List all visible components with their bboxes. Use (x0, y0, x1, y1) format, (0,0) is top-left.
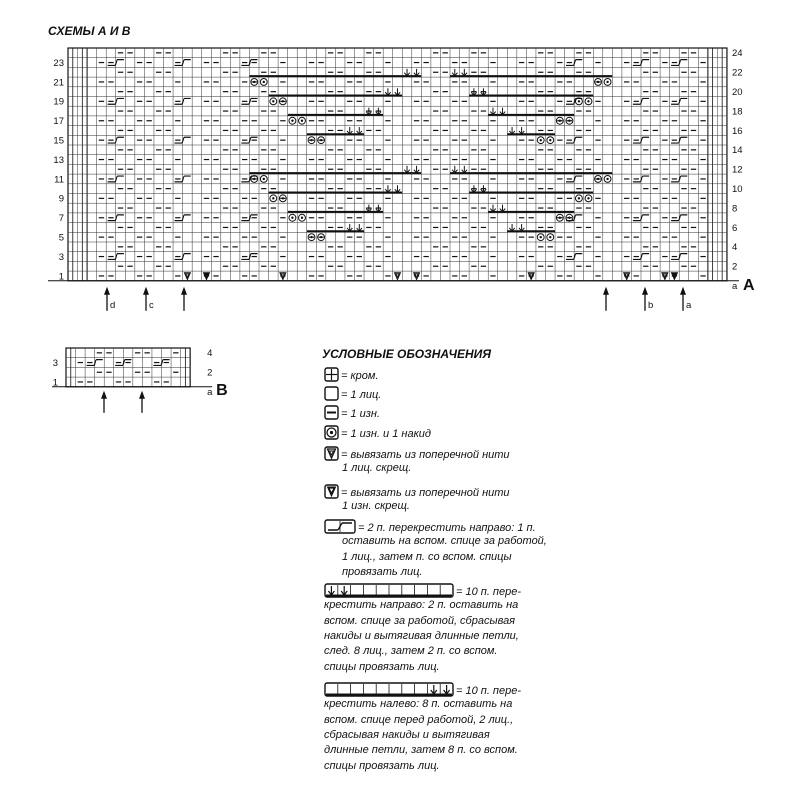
row-number-left: 23 (53, 57, 64, 69)
yarnover-dot (606, 178, 608, 180)
legend-text: вспом. спице перед работой, 2 лиц., (324, 713, 514, 726)
knit-stitch-icon (324, 386, 339, 401)
legend-item-continuation (342, 550, 512, 565)
yarnover-dot (310, 236, 312, 238)
row-number-left: 11 (54, 174, 64, 186)
legend-title: УСЛОВНЫЕ ОБОЗНАЧЕНИЯ (322, 347, 492, 361)
legend-item-continuation (324, 629, 519, 644)
yarnover-dot (587, 100, 589, 102)
purl-stitch-icon (324, 405, 339, 420)
yarnover-dot (597, 178, 599, 180)
row-number-left: 1 (52, 377, 58, 389)
legend-text: = 2 п. перекрестить направо: 1 п. (358, 522, 536, 534)
chart-b (0, 330, 260, 430)
page-title: СХЕМЫ А И В (48, 24, 131, 38)
yarnover-dot (291, 217, 293, 219)
chart-a-arrows (104, 287, 692, 311)
legend-item-continuation (324, 743, 518, 758)
legend-text: накиды и вытягивая длинные петли, (324, 629, 519, 642)
chart-b-grid (66, 348, 190, 387)
arrow-a-label: a (686, 299, 692, 311)
icon-frame (325, 387, 338, 400)
row-number-right: 14 (731, 145, 743, 157)
legend-item (324, 386, 381, 403)
legend-text: сбрасывая накиды и вытягивая (324, 728, 490, 741)
cross-right-10-icon (324, 583, 454, 598)
legend-item-continuation (342, 565, 422, 580)
cross-left-10-icon (324, 682, 454, 697)
yarnover-dot (587, 197, 589, 199)
legend-text: длинные петли, затем 8 п. со вспом. (324, 744, 518, 757)
row-number-right: 8 (731, 203, 738, 215)
legend-text: спицы провязать лиц. (324, 660, 440, 673)
legend-item-continuation (342, 534, 547, 549)
arrow-c-label: c (149, 299, 154, 311)
knit-increase-icon (324, 446, 339, 461)
yarnover-dot (597, 81, 599, 83)
chart-b-arrow-head (101, 391, 107, 399)
legend-text: = 1 лиц. (341, 389, 382, 401)
yarnover-dot (540, 236, 542, 238)
arrow-c-head (143, 287, 149, 295)
chart-b-arrows (101, 391, 145, 413)
yarnover-dot (540, 139, 542, 141)
arrow-b-head (642, 287, 648, 295)
row-number-right: 4 (731, 242, 738, 254)
legend-text: крестить налево: 8 п. оставить на (324, 698, 513, 711)
yarnover-dot (253, 81, 255, 83)
yarnover-dot (578, 197, 580, 199)
row-number-right: 6 (731, 222, 738, 234)
edge-stitch-icon (324, 367, 339, 382)
arrow-start-left-head (181, 287, 187, 295)
arrow-b-label: b (648, 299, 654, 311)
legend-item-continuation (324, 598, 518, 613)
row-number-right: 24 (731, 48, 743, 60)
legend-text: = 10 п. пере- (456, 586, 522, 598)
row-number-right: 16 (731, 125, 743, 137)
row-number-left: 17 (53, 116, 64, 128)
legend-item (324, 405, 380, 422)
row-number-left: 19 (53, 96, 64, 108)
row-number-right: 18 (731, 106, 743, 118)
icon-stroke (330, 431, 333, 434)
row-number-right: 4 (207, 348, 213, 360)
yarnover-dot (253, 178, 255, 180)
legend-item-continuation (324, 759, 440, 774)
chart-b-bottom-letter: a (207, 386, 213, 398)
legend-text: 1 изн. скрещ. (342, 500, 410, 513)
legend-item-continuation (324, 660, 440, 675)
legend-item-continuation (324, 713, 513, 728)
legend-item-continuation (324, 697, 512, 712)
legend-text: = 1 изн. (341, 408, 380, 420)
row-number-right: 22 (731, 67, 743, 79)
arrow-a-head (680, 287, 686, 295)
legend-text: = вывязать из поперечной нити (341, 449, 510, 461)
row-number-right: 12 (731, 164, 743, 176)
legend-text: = вывязать из поперечной нити (341, 487, 510, 499)
yarnover-dot (291, 120, 293, 122)
legend-text: вспом. спице за работой, сбрасывая (324, 614, 516, 627)
yarnover-dot (282, 197, 284, 199)
yarnover-dot (272, 100, 274, 102)
chart-a (0, 0, 810, 330)
yarnover-dot (282, 100, 284, 102)
yarnover-dot (263, 81, 265, 83)
yarnover-dot (606, 81, 608, 83)
arrow-d-head (104, 287, 110, 295)
legend-text: = кром. (341, 370, 379, 382)
chart-a-grid (68, 48, 727, 281)
legend-item-continuation (324, 614, 515, 629)
yarnover-dot (549, 236, 551, 238)
yarnover-dot (301, 120, 303, 122)
yarnover-dot (301, 217, 303, 219)
legend-item-continuation (324, 644, 498, 659)
legend-item-continuation (342, 461, 411, 476)
yarnover-dot (568, 217, 570, 219)
purl-increase-icon (324, 484, 339, 499)
legend-item-continuation (324, 728, 490, 743)
legend-text: = 1 изн. и 1 накид (341, 428, 431, 440)
yarnover-dot (320, 139, 322, 141)
yarnover-dot (549, 139, 551, 141)
purl-and-yarnover-icon (324, 425, 339, 440)
legend-text: крестить направо: 2 п. оставить на (324, 599, 519, 612)
legend-text: = 10 п. пере- (456, 685, 522, 697)
row-number-right: 10 (731, 184, 743, 195)
yarnover-dot (272, 197, 274, 199)
legend-text: спицы провязать лиц. (324, 759, 440, 772)
row-number-left: 7 (58, 213, 64, 225)
chart-b-arrow-head (139, 391, 145, 399)
row-number-right: 2 (731, 261, 738, 273)
row-number-right: 2 (207, 367, 213, 379)
arrow-d-label: d (110, 299, 116, 311)
yarnover-dot (310, 139, 312, 141)
legend-item-continuation (342, 499, 410, 514)
yarnover-dot (263, 178, 265, 180)
legend-item (324, 425, 431, 442)
row-number-left: 21 (53, 77, 64, 89)
legend-text: провязать лиц. (342, 565, 423, 578)
row-number-left: 5 (58, 232, 64, 244)
row-number-left: 13 (53, 154, 64, 166)
row-number-left: 3 (52, 357, 58, 369)
yarnover-dot (578, 100, 580, 102)
row-number-left: 9 (58, 193, 64, 205)
row-number-left: 1 (58, 271, 64, 283)
yarnover-dot (320, 236, 322, 238)
legend-item (324, 367, 379, 384)
legend-text: 1 лиц., затем п. со вспом. спицы (342, 550, 512, 563)
yarnover-dot (568, 120, 570, 122)
yarnover-dot (559, 217, 561, 219)
chart-a-bottom-letter: a (731, 280, 738, 292)
row-number-right: 20 (731, 87, 743, 98)
cross-right-2-icon (324, 519, 356, 534)
legend-text: оставить на вспом. спице за работой, (342, 535, 547, 548)
row-number-left: 15 (53, 135, 64, 147)
legend-text: след. 8 лиц., затем 2 п. со вспом. (324, 645, 498, 658)
row-number-left: 3 (58, 251, 64, 263)
yarnover-dot (559, 120, 561, 122)
legend-text: 1 лиц. скрещ. (342, 462, 412, 475)
chart-b-label: B (216, 381, 228, 399)
arrow-start-right-head (603, 287, 609, 295)
chart-a-label: A (742, 276, 755, 294)
